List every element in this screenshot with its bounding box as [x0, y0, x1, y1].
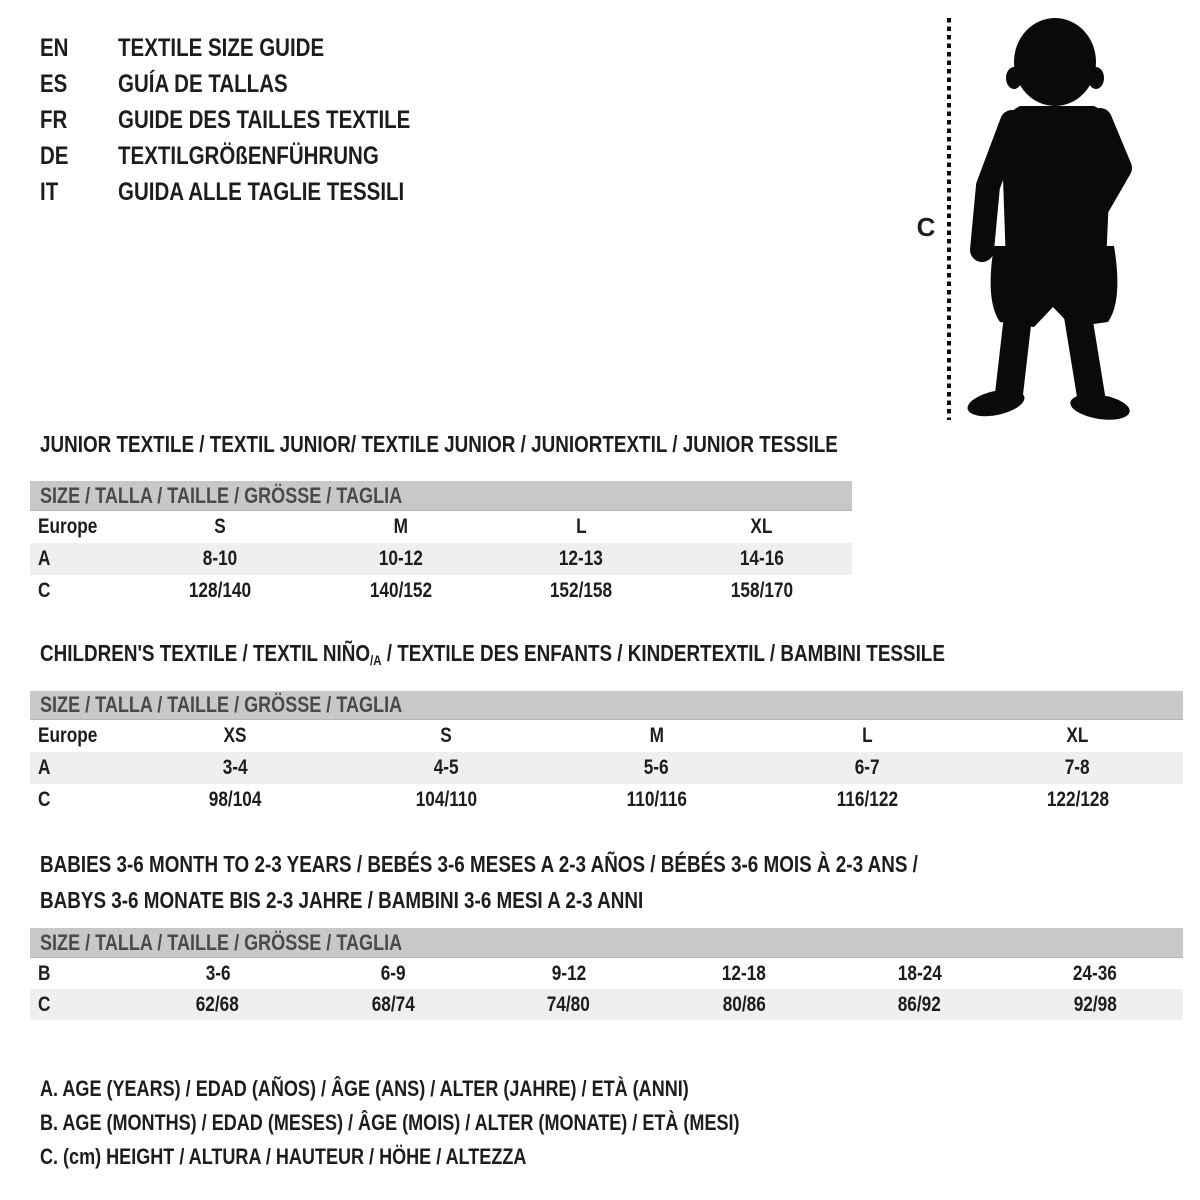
- children-title-part2: / TEXTILE DES ENFANTS / KINDERTEXTIL / BAMBINI TESSILE: [381, 640, 945, 666]
- language-title: GUIDA ALLE TAGLIE TESSILI: [118, 177, 405, 206]
- legend-line-a-text: A. AGE (YEARS) / EDAD (AÑOS) / ÂGE (ANS) / ALTER (JAHRE) / ETÀ (ANNI): [40, 1076, 689, 1101]
- babies-row-months: [30, 958, 1183, 989]
- months-cell: [481, 962, 657, 986]
- height-cell-text: 116/122: [836, 788, 898, 811]
- row-label-text: A: [38, 756, 51, 779]
- row-label: [30, 993, 130, 1017]
- age-cell: [130, 547, 311, 571]
- height-cell-text: 128/140: [189, 579, 252, 602]
- junior-section-title: [40, 432, 1013, 457]
- children-section-title: [40, 641, 1144, 673]
- size-cell: [551, 724, 762, 748]
- height-cell-text: 104/110: [415, 788, 477, 811]
- height-cell: [341, 788, 552, 812]
- row-label-text: C: [38, 788, 51, 811]
- age-cell: [130, 756, 341, 780]
- months-cell-text: 12-18: [722, 961, 767, 985]
- children-row-europe: [30, 720, 1183, 752]
- height-cell: [762, 788, 973, 812]
- row-label: [30, 962, 130, 986]
- children-title-sub: /A: [370, 652, 382, 668]
- language-row-fr: [40, 102, 475, 138]
- months-cell-text: 9-12: [551, 961, 586, 985]
- height-cell: [130, 788, 341, 812]
- row-label: [30, 788, 130, 812]
- height-cell-text: 74/80: [547, 992, 591, 1016]
- language-code: DE: [40, 141, 69, 170]
- height-cell: [657, 993, 833, 1017]
- babies-section-title: [40, 846, 1111, 918]
- row-label: [30, 579, 130, 603]
- row-label-text: Europe: [38, 515, 98, 538]
- age-cell: [341, 756, 552, 780]
- age-cell-text: 6-7: [854, 756, 880, 779]
- age-cell-text: 14-16: [739, 547, 784, 570]
- height-cell-text: 122/128: [1046, 788, 1109, 811]
- height-cell: [832, 993, 1008, 1017]
- junior-row-age: [30, 543, 852, 575]
- height-cell: [672, 579, 853, 603]
- language-row-de: [40, 138, 475, 174]
- height-cell: [311, 579, 492, 603]
- row-label-text: A: [38, 547, 51, 570]
- height-cell: [1008, 993, 1184, 1017]
- language-code: FR: [40, 105, 68, 134]
- legend-line-a: [40, 1072, 893, 1106]
- size-cell: [491, 515, 672, 539]
- toddler-silhouette-icon: [965, 18, 1131, 424]
- babies-size-header: [30, 928, 1183, 958]
- row-label: [30, 756, 130, 780]
- size-cell: [762, 724, 973, 748]
- age-cell: [762, 756, 973, 780]
- size-cell: [130, 515, 311, 539]
- size-cell-text: L: [575, 515, 587, 538]
- junior-row-height: [30, 575, 852, 607]
- months-cell: [657, 962, 833, 986]
- row-label: [30, 515, 130, 539]
- children-size-table: [30, 691, 1183, 816]
- age-cell-text: 7-8: [1065, 756, 1091, 779]
- height-cell-text: 68/74: [371, 992, 415, 1016]
- height-cell: [491, 579, 672, 603]
- language-title: TEXTILGRÖßENFÜHRUNG: [118, 141, 379, 170]
- age-cell-text: 10-12: [378, 547, 423, 570]
- size-cell: [130, 724, 341, 748]
- months-cell: [1008, 962, 1184, 986]
- legend-line-c: [40, 1140, 893, 1174]
- height-cell-text: 152/158: [550, 579, 613, 602]
- size-cell-text: XL: [1066, 724, 1089, 747]
- height-cell: [972, 788, 1183, 812]
- height-cell: [130, 993, 306, 1017]
- age-cell-text: 4-5: [433, 756, 459, 779]
- junior-size-table: [30, 481, 852, 607]
- months-cell-text: 3-6: [205, 961, 231, 985]
- months-cell: [832, 962, 1008, 986]
- row-label-text: C: [38, 579, 51, 602]
- language-code: EN: [40, 33, 69, 62]
- age-cell-text: 5-6: [644, 756, 669, 779]
- children-section-title-text: [40, 641, 945, 673]
- babies-title-line1: BABIES 3-6 MONTH TO 2-3 YEARS / BEBÉS 3-6 MESES A 2-3 AÑOS / BÉBÉS 3-6 MOIS À 2-3 ANS /: [40, 850, 918, 877]
- size-cell: [341, 724, 552, 748]
- height-cell: [130, 579, 311, 603]
- size-header-text: SIZE / TALLA / TAILLE / GRÖSSE / TAGLIA: [40, 929, 403, 955]
- height-cell-text: 110/116: [626, 788, 687, 811]
- size-cell-text: L: [861, 724, 873, 747]
- children-row-age: [30, 752, 1183, 784]
- age-cell: [672, 547, 853, 571]
- language-code: IT: [40, 177, 59, 206]
- legend-line-c-text: C. (cm) HEIGHT / ALTURA / HAUTEUR / HÖHE / ALTEZZA: [40, 1144, 527, 1169]
- size-cell-text: XS: [223, 724, 247, 747]
- height-cell: [551, 788, 762, 812]
- height-measure-label: C: [916, 212, 936, 242]
- height-cell-text: 158/170: [730, 579, 793, 602]
- row-label-text: Europe: [38, 724, 98, 747]
- language-row-es: [40, 66, 475, 102]
- babies-size-table: [30, 928, 1183, 1020]
- children-size-header: [30, 691, 1183, 720]
- legend-line-b: [40, 1106, 893, 1140]
- size-header-text: SIZE / TALLA / TAILLE / GRÖSSE / TAGLIA: [40, 692, 403, 717]
- row-label: [30, 547, 130, 571]
- height-cell-text: 86/92: [898, 992, 942, 1016]
- language-title: GUÍA DE TALLAS: [118, 69, 288, 98]
- age-cell-text: 3-4: [222, 756, 248, 779]
- size-cell-text: M: [393, 515, 408, 538]
- size-cell: [672, 515, 853, 539]
- junior-size-header: [30, 481, 852, 511]
- age-cell: [311, 547, 492, 571]
- legend-line-b-text: B. AGE (MONTHS) / EDAD (MESES) / ÂGE (MOIS) / ALTER (MONATE) / ETÀ (MESI): [40, 1110, 740, 1135]
- size-header-text: SIZE / TALLA / TAILLE / GRÖSSE / TAGLIA: [40, 482, 403, 508]
- size-cell-text: M: [649, 724, 664, 747]
- height-cell-text: 140/152: [369, 579, 432, 602]
- months-cell-text: 18-24: [897, 961, 942, 985]
- size-cell-text: S: [214, 515, 226, 538]
- row-label-text: C: [38, 992, 51, 1016]
- junior-row-europe: [30, 511, 852, 543]
- babies-row-height: [30, 989, 1183, 1020]
- size-cell: [972, 724, 1183, 748]
- height-cell: [481, 993, 657, 1017]
- height-cell-text: 98/104: [208, 788, 262, 811]
- height-cell: [306, 993, 482, 1017]
- months-cell-text: 6-9: [380, 961, 406, 985]
- children-title-part1: CHILDREN'S TEXTILE / TEXTIL NIÑO: [40, 640, 371, 666]
- language-list: [40, 30, 475, 210]
- age-cell-text: 12-13: [559, 547, 604, 570]
- language-title: TEXTILE SIZE GUIDE: [118, 33, 325, 62]
- children-row-height: [30, 784, 1183, 816]
- size-cell-text: XL: [750, 515, 773, 538]
- height-cell-text: 62/68: [196, 992, 240, 1016]
- measurement-legend: [40, 1072, 893, 1174]
- age-cell: [551, 756, 762, 780]
- row-label: [30, 724, 130, 748]
- babies-title-line2: BABYS 3-6 MONATE BIS 2-3 JAHRE / BAMBINI 3-6 MESI A 2-3 ANNI: [40, 886, 644, 913]
- age-cell-text: 8-10: [203, 547, 238, 570]
- height-cell-text: 80/86: [722, 992, 766, 1016]
- size-cell-text: S: [440, 724, 452, 747]
- size-cell: [311, 515, 492, 539]
- months-cell: [130, 962, 306, 986]
- language-row-it: [40, 174, 475, 210]
- months-cell-text: 24-36: [1073, 961, 1118, 985]
- age-cell: [972, 756, 1183, 780]
- language-row-en: [40, 30, 475, 66]
- language-title: GUIDE DES TAILLES TEXTILE: [118, 105, 411, 134]
- baby-height-figure: [905, 14, 1155, 426]
- junior-section-title-text: JUNIOR TEXTILE / TEXTIL JUNIOR/ TEXTILE JUNIOR / JUNIORTEXTIL / JUNIOR TESSILE: [40, 431, 838, 457]
- months-cell: [306, 962, 482, 986]
- row-label-text: B: [38, 961, 51, 985]
- language-code: ES: [40, 69, 68, 98]
- age-cell: [491, 547, 672, 571]
- height-cell-text: 92/98: [1073, 992, 1117, 1016]
